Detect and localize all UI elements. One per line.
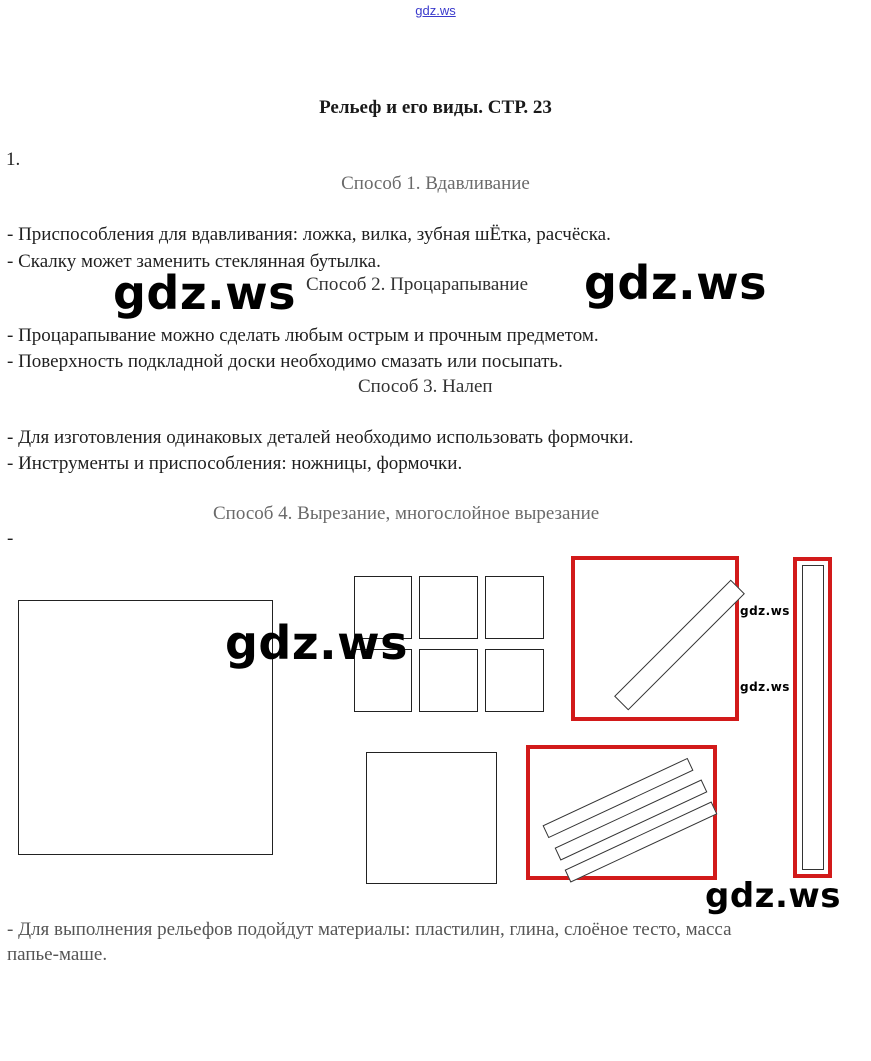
item-number: 1. xyxy=(6,149,21,170)
site-link[interactable]: gdz.ws xyxy=(415,3,456,18)
small-square-tile xyxy=(419,576,478,639)
method-2-heading: Способ 2. Процарапывание xyxy=(306,274,529,295)
method-4-heading: Способ 4. Вырезание, многослойное вырезание xyxy=(213,503,600,524)
watermark-logo: gdz.ws xyxy=(225,616,408,670)
method-1-line-1: - Приспособления для вдавливания: ложка, вилка, зубная шЁтка, расчёска. xyxy=(7,224,611,245)
method-3-line-1: - Для изготовления одинаковых деталей необходимо использовать формочки. xyxy=(7,427,634,448)
method-2-line-2: - Поверхность подкладной доски необходимо смазать или посыпать. xyxy=(7,351,563,372)
method-1-heading: Способ 1. Вдавливание xyxy=(341,173,530,194)
method-1-line-2: - Скалку может заменить стеклянная бутылка. xyxy=(7,251,381,272)
small-square-tile xyxy=(485,649,544,712)
final-line-2: папье-маше. xyxy=(7,944,108,965)
watermark-logo: gdz.ws xyxy=(113,266,296,320)
method-3-line-2: - Инструменты и приспособления: ножницы, формочки. xyxy=(7,453,463,474)
method-3-heading: Способ 3. Налеп xyxy=(358,376,493,397)
watermark-small: gdz.ws xyxy=(740,680,790,694)
page-title: Рельеф и его виды. СТР. 23 xyxy=(319,97,552,118)
watermark-logo: gdz.ws xyxy=(584,256,767,310)
medium-square-sheet xyxy=(366,752,497,884)
method-4-dash: - xyxy=(7,528,14,549)
red-frame-single-strip xyxy=(571,556,739,721)
small-square-tile xyxy=(419,649,478,712)
vertical-strip xyxy=(802,565,824,870)
watermark-logo: gdz.ws xyxy=(705,876,842,916)
watermark-small: gdz.ws xyxy=(740,604,790,618)
method-2-line-1: - Процарапывание можно сделать любым острым и прочным предметом. xyxy=(7,325,599,346)
small-square-tile xyxy=(485,576,544,639)
final-line-1: - Для выполнения рельефов подойдут материалы: пластилин, глина, слоёное тесто, масса xyxy=(7,919,732,940)
